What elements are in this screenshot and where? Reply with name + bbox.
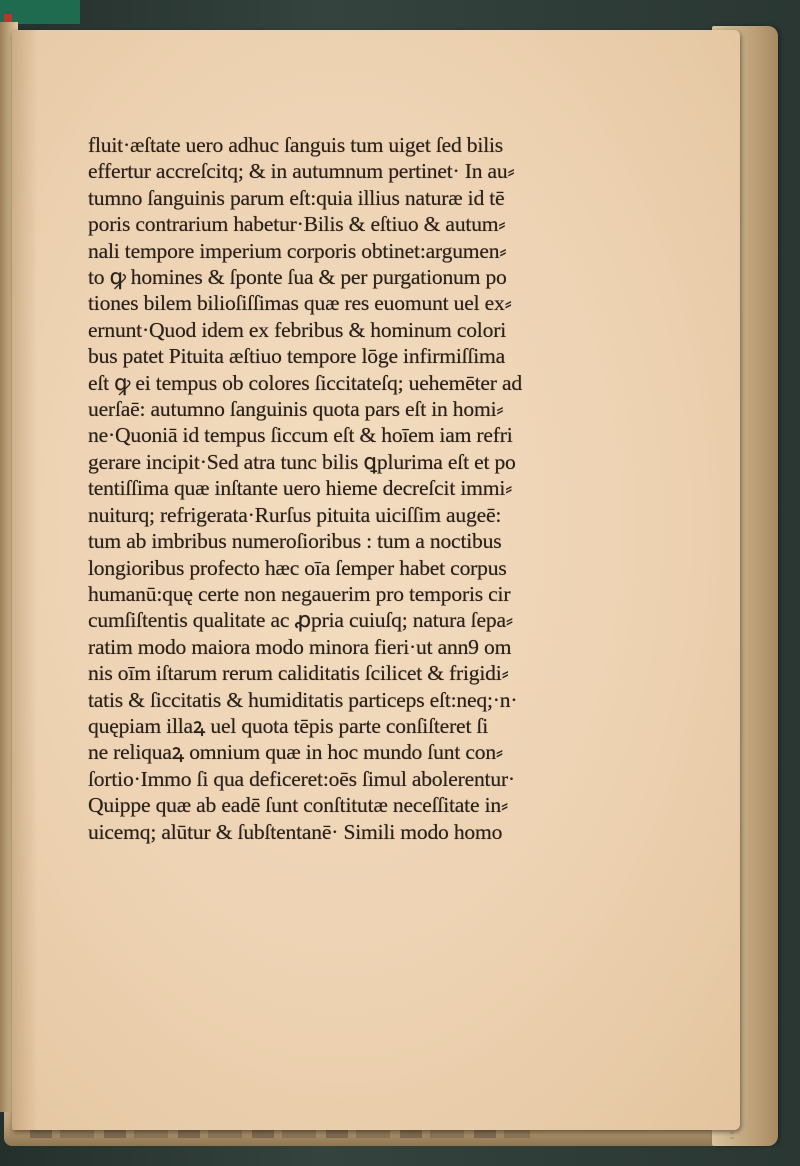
text-line: eſt ꝙ ei tempus ob colores ſiccitateſq; uehemēter ad: [88, 370, 522, 395]
text-line: nis oīm iſtarum rerum caliditatis ſcilicet & frigidi⸗: [88, 661, 509, 686]
text-line: ernunt·Quod idem ex febribus & hominum colori: [88, 317, 506, 342]
text-line: ne reliquaꝝ omnium quæ in hoc mundo ſunt con⸗: [88, 740, 503, 765]
text-line: Quippe quæ ab eadē ſunt conſtitutæ neceſſitate in⸗: [88, 793, 508, 818]
text-line: ne·Quoniā id tempus ſiccum eſt & hoīem iam refri: [88, 423, 513, 448]
text-line: humanū:quę certe non negauerim pro temporis cir: [88, 581, 511, 606]
text-block: [88, 132, 608, 845]
text-line: tentiſſima quæ inſtante uero hieme decreſcit immi⸗: [88, 476, 513, 501]
text-line: uerſaē: autumno ſanguinis quota pars eſt in homi⸗: [88, 397, 504, 422]
text-line: effertur accreſcitq; & in autumnum pertinet· In au⸗: [88, 159, 515, 184]
text-line: uicemq; alūtur & ſubſtentanē· Simili modo homo: [88, 819, 503, 844]
text-line: gerare incipit·Sed atra tunc bilis ꝗplurima eſt et po: [88, 449, 516, 474]
text-line: tiones bilem bilioſiſſimas quæ res euomunt uel ex⸗: [88, 291, 512, 316]
text-line: to ꝙ homines & ſponte ſua & per purgationum po: [88, 265, 507, 290]
text-line: fluit·æſtate uero adhuc ſanguis tum uiget ſed bilis: [88, 133, 503, 157]
text-line: nali tempore imperium corporis obtinet:argumen⸗: [88, 238, 507, 263]
text-line: tatis & ſiccitatis & humiditatis particeps eſt:neq;·n·: [88, 687, 518, 712]
text-line: cumſiſtentis qualitate ac ꝓpria cuiuſq; natura ſepa⸗: [88, 608, 513, 633]
text-line: bus patet Pituita æſtiuo tempore lōge infirmiſſima: [88, 344, 506, 369]
text-line: tumno ſanguinis parum eſt:quia illius naturæ id tē: [88, 185, 505, 210]
bookmark-tab: [0, 0, 80, 24]
text-line: quępiam illaꝝ uel quota tēpis parte conſiſteret ſi: [88, 713, 489, 738]
text-line: poris contrarium habetur·Bilis & eſtiuo & autum⸗: [88, 212, 506, 237]
text-line: nuiturq; refrigerata·Rurſus pituita uiciſſim augeē:: [88, 502, 502, 527]
text-line: tum ab imbribus numeroſioribus : tum a noctibus: [88, 529, 502, 554]
text-line: longioribus profecto hæc oīa ſemper habet corpus: [88, 555, 507, 580]
text-line: ſortio·Immo ſi qua deficeret:oēs ſimul abolerentur·: [88, 766, 515, 791]
book-page: [12, 30, 740, 1130]
text-line: ratim modo maiora modo minora fieri·ut ann9 om: [88, 634, 512, 659]
